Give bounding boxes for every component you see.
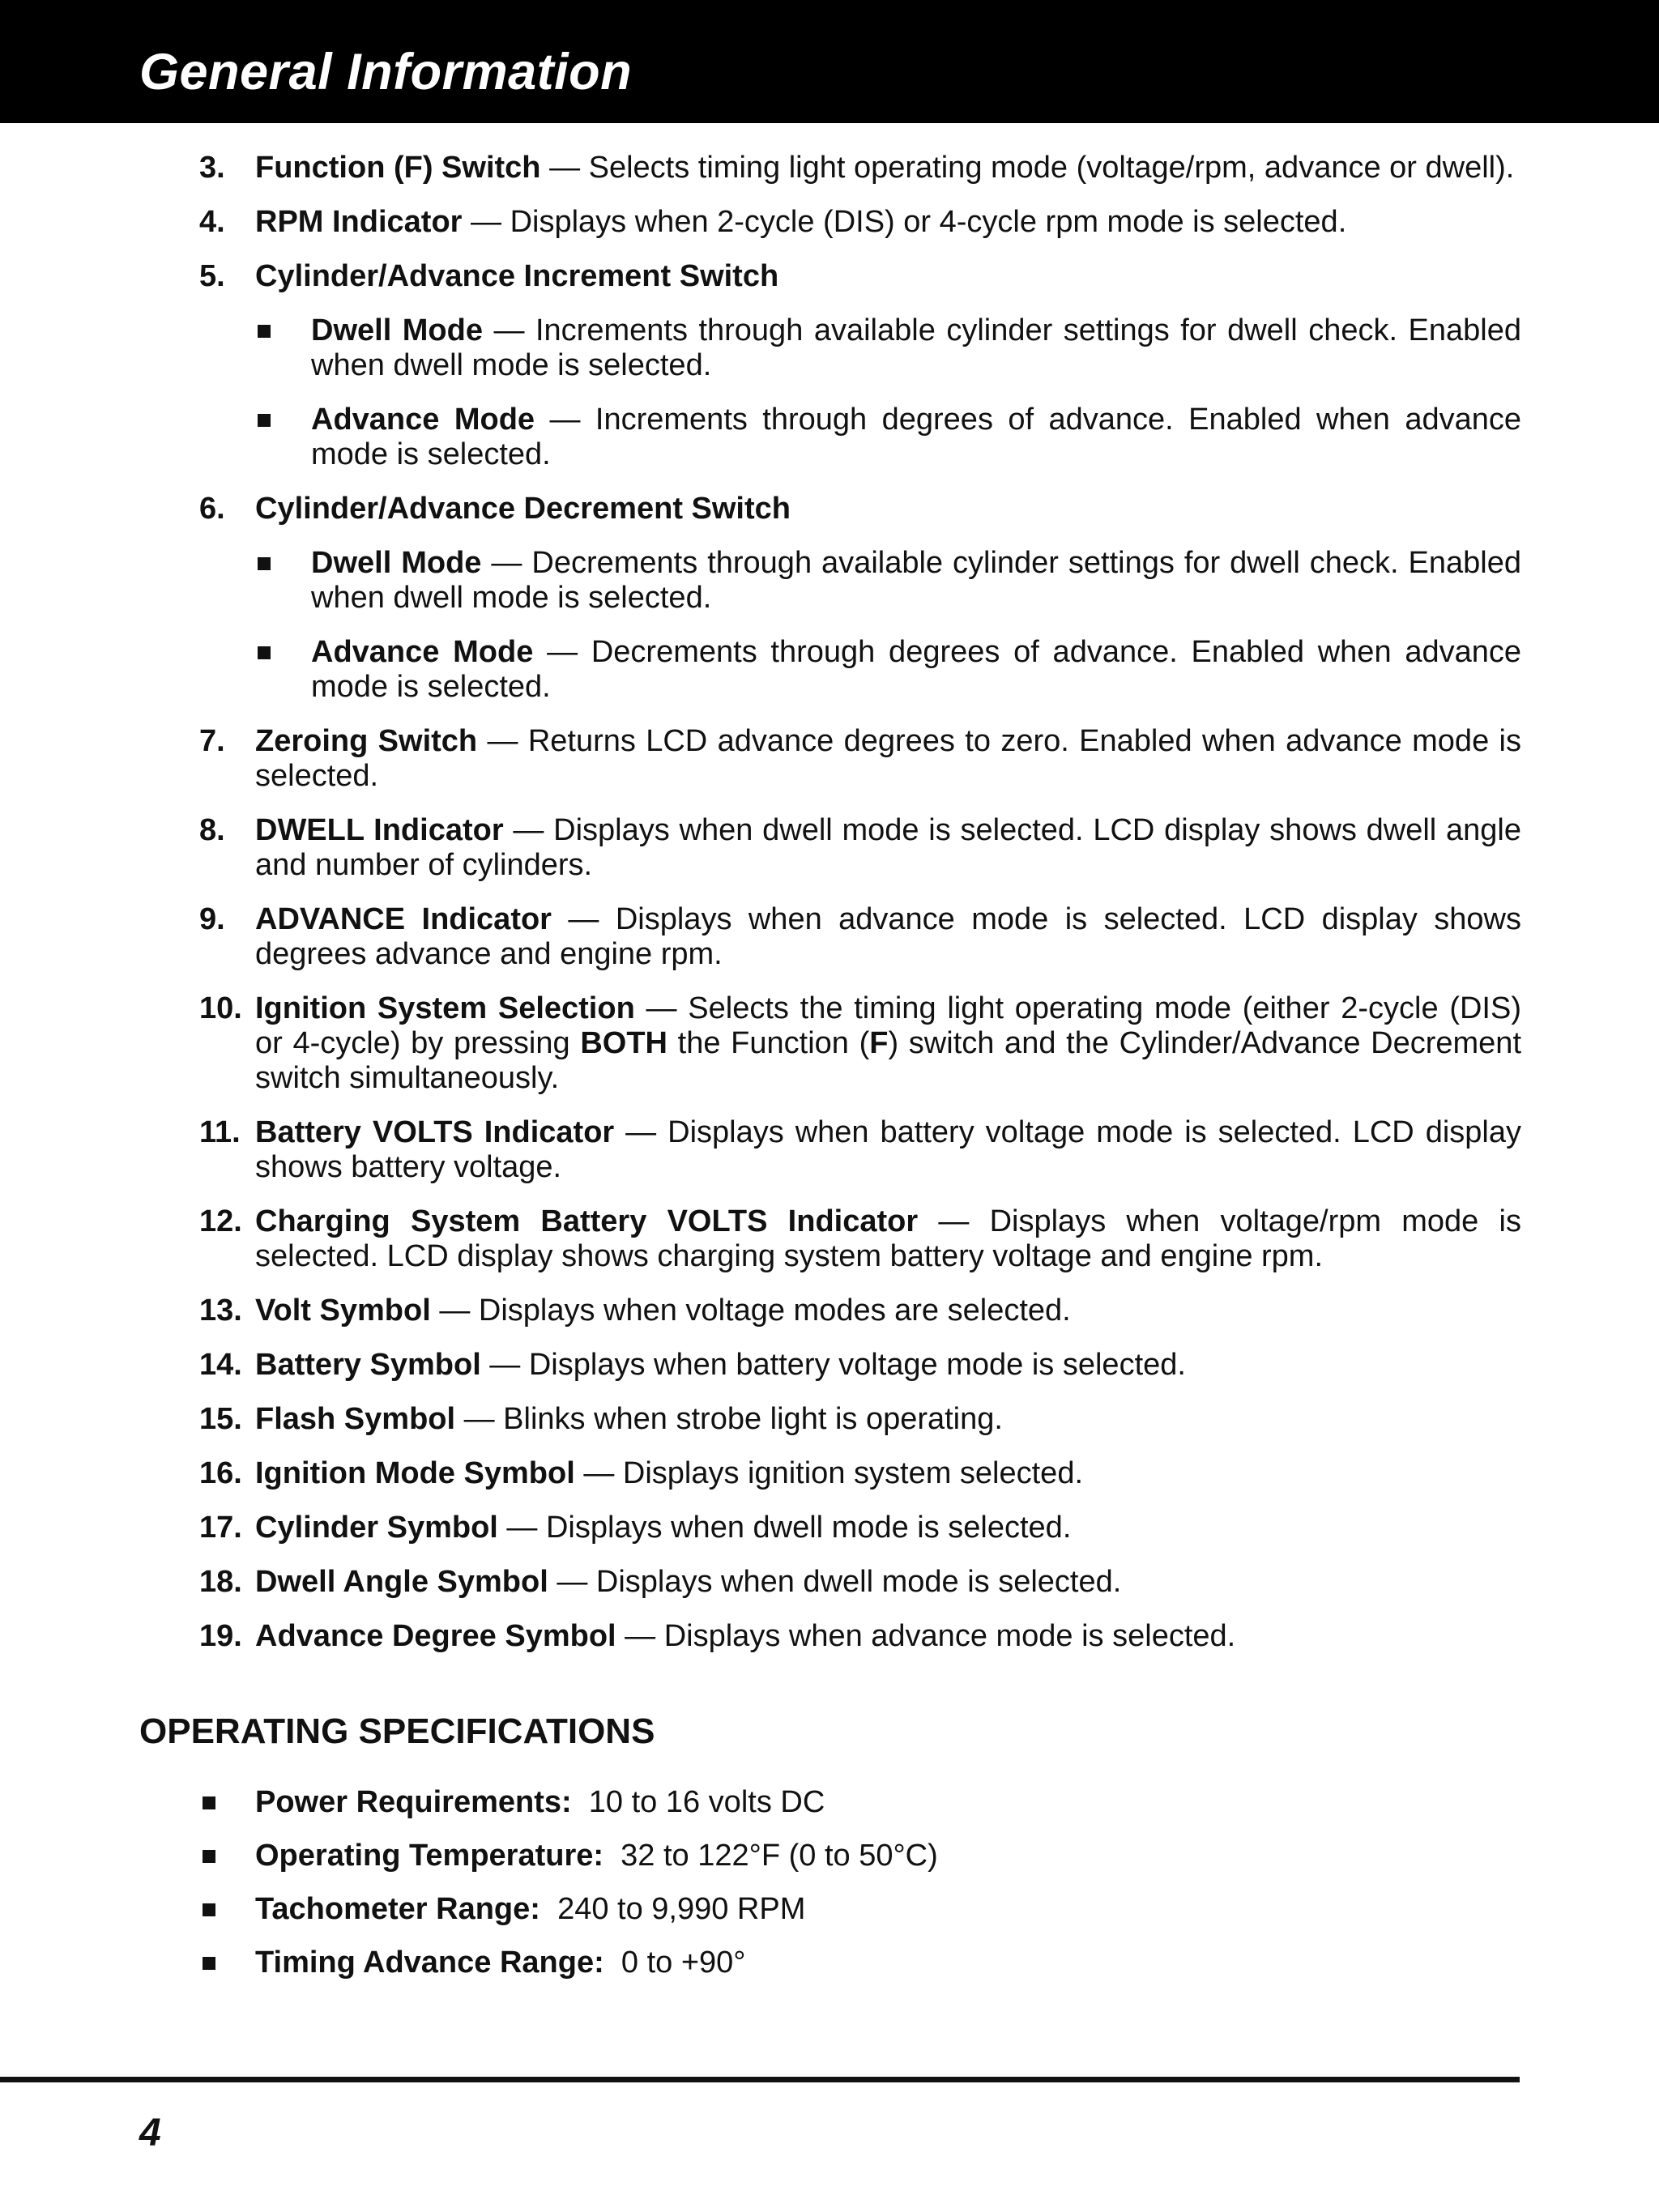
item-text [255, 492, 1521, 526]
sub-item-text [311, 635, 1521, 705]
item-desc: — Displays when battery voltage mode is selected. [480, 1348, 1186, 1382]
sub-item-desc: — Increments through degrees of advance. Enabled when advance mode is selected. [311, 403, 1521, 471]
spec-value: 10 to 16 volts DC [588, 1785, 825, 1819]
sub-item-decrement-advance [0, 635, 1659, 705]
square-bullet-icon [203, 1903, 215, 1916]
item-number: 16. [199, 1456, 242, 1490]
item-emphasis: BOTH [580, 1026, 667, 1060]
footer-rule [0, 2077, 1520, 2082]
spec-label: Timing Advance Range: [255, 1946, 604, 1980]
list-item-13 [0, 1294, 1659, 1328]
sub-item-term: Advance Mode [311, 403, 535, 437]
spec-text [255, 1946, 1521, 1980]
item-term: Flash Symbol [255, 1402, 456, 1436]
sub-item-desc: — Decrements through available cylinder settings for dwell check. Enabled when dwell mode is selected. [311, 546, 1521, 615]
item-number: 5. [199, 259, 225, 293]
item-text [255, 1565, 1521, 1600]
list-item-19 [0, 1619, 1659, 1654]
item-term: Ignition Mode Symbol [255, 1456, 575, 1490]
item-text [255, 991, 1521, 1096]
item-text [255, 813, 1521, 883]
sub-item-desc: — Decrements through degrees of advance. Enabled when advance mode is selected. [311, 635, 1521, 704]
item-text [255, 1619, 1521, 1654]
item-number: 4. [199, 205, 225, 239]
spec-item [0, 1946, 1659, 1980]
item-term: Dwell Angle Symbol [255, 1565, 548, 1599]
item-text [255, 1204, 1521, 1274]
page-number: 4 [139, 2112, 161, 2154]
item-text [255, 1511, 1521, 1545]
item-desc: — Displays when voltage/rpm mode is selected. LCD display shows charging system battery voltage and engine rpm. [255, 1204, 1521, 1273]
item-desc: — Blinks when strobe light is operating. [455, 1402, 1003, 1436]
item-text [255, 151, 1521, 185]
square-bullet-icon [258, 557, 271, 570]
list-item-11 [0, 1115, 1659, 1185]
item-text [255, 724, 1521, 794]
item-number: 8. [199, 813, 225, 847]
item-text [255, 1294, 1521, 1328]
item-text [255, 902, 1521, 972]
item-number: 15. [199, 1402, 242, 1436]
spec-item [0, 1892, 1659, 1927]
sub-item-increment-advance [0, 403, 1659, 472]
item-term: Zeroing Switch [255, 724, 478, 758]
list-item-5 [0, 259, 1659, 294]
item-term: Battery Symbol [255, 1348, 481, 1382]
content [0, 151, 1659, 1999]
sub-item-increment-dwell [0, 313, 1659, 383]
spec-label: Operating Temperature: [255, 1839, 604, 1873]
item-term: ADVANCE Indicator [255, 902, 552, 936]
square-bullet-icon [258, 325, 271, 338]
item-desc: — Displays when dwell mode is selected. LCD display shows dwell angle and number of cylinders. [255, 813, 1521, 882]
spec-value: 240 to 9,990 RPM [557, 1892, 806, 1926]
spec-text [255, 1785, 1521, 1820]
item-emphasis: F [869, 1026, 889, 1060]
list-item-15 [0, 1402, 1659, 1437]
item-term: DWELL Indicator [255, 813, 504, 847]
item-term: Advance Degree Symbol [255, 1619, 616, 1653]
item-desc: ) switch and the Cylinder/Advance Decrement switch simultaneously. [255, 1026, 1521, 1095]
list-item-8 [0, 813, 1659, 883]
item-term: Function (F) Switch [255, 151, 541, 185]
item-desc: — Displays when advance mode is selected. LCD display shows degrees advance and engine rpm. [255, 902, 1521, 971]
item-desc: — Displays ignition system selected. [574, 1456, 1084, 1490]
item-number: 14. [199, 1348, 242, 1382]
item-number: 13. [199, 1294, 242, 1328]
item-number: 10. [199, 991, 242, 1025]
list-item-10 [0, 991, 1659, 1096]
item-text [255, 259, 1521, 294]
item-term: Charging System Battery VOLTS Indicator [255, 1204, 919, 1238]
item-number: 17. [199, 1511, 242, 1545]
item-number: 7. [199, 724, 225, 758]
item-number: 19. [199, 1619, 242, 1653]
list-item-14 [0, 1348, 1659, 1383]
sub-item-term: Dwell Mode [311, 546, 482, 580]
spec-text [255, 1892, 1521, 1927]
spec-text [255, 1839, 1521, 1873]
spec-value: 32 to 122°F (0 to 50°C) [621, 1839, 938, 1873]
sub-item-desc: — Increments through available cylinder settings for dwell check. Enabled when dwell mode is selected. [311, 313, 1521, 382]
item-number: 6. [199, 492, 225, 526]
item-desc: — Displays when battery voltage mode is selected. LCD display shows battery voltage. [255, 1115, 1521, 1184]
item-term: Cylinder/Advance Increment Switch [255, 259, 779, 293]
item-desc: — Displays when dwell mode is selected. [548, 1565, 1122, 1599]
item-text [255, 1115, 1521, 1185]
list-item-16 [0, 1456, 1659, 1491]
list-item-9 [0, 902, 1659, 972]
page-title: General Information [139, 44, 633, 100]
square-bullet-icon [258, 646, 271, 659]
list-item-12 [0, 1204, 1659, 1274]
spec-item [0, 1785, 1659, 1820]
item-desc: the Function ( [667, 1026, 870, 1060]
item-text [255, 1456, 1521, 1491]
item-term: Volt Symbol [255, 1294, 431, 1328]
item-desc: — Displays when advance mode is selected. [616, 1619, 1236, 1653]
sub-item-term: Dwell Mode [311, 313, 483, 347]
item-number: 9. [199, 902, 225, 936]
square-bullet-icon [203, 1850, 215, 1863]
spec-item [0, 1839, 1659, 1873]
item-number: 3. [199, 151, 225, 185]
section-spacer [0, 1673, 1659, 1712]
list-item-18 [0, 1565, 1659, 1600]
list-item-6 [0, 492, 1659, 526]
spec-value: 0 to +90° [621, 1946, 746, 1980]
spec-label: Power Requirements: [255, 1785, 572, 1819]
item-text [255, 1402, 1521, 1437]
item-desc: — Returns LCD advance degrees to zero. Enabled when advance mode is selected. [255, 724, 1521, 793]
list-item-3 [0, 151, 1659, 185]
section-heading: OPERATING SPECIFICATIONS [139, 1711, 655, 1751]
list-item-4 [0, 205, 1659, 240]
square-bullet-icon [203, 1957, 215, 1970]
item-text [255, 1348, 1521, 1383]
spec-label: Tachometer Range: [255, 1892, 540, 1926]
item-term: Cylinder/Advance Decrement Switch [255, 492, 791, 526]
item-term: RPM Indicator [255, 205, 463, 239]
sub-item-decrement-dwell [0, 546, 1659, 616]
square-bullet-icon [258, 414, 271, 427]
item-desc: — Selects timing light operating mode (voltage/rpm, advance or dwell). [540, 151, 1515, 185]
item-desc: — Displays when dwell mode is selected. [497, 1511, 1072, 1545]
square-bullet-icon [203, 1796, 215, 1809]
item-text [255, 205, 1521, 240]
item-number: 11. [199, 1115, 241, 1149]
list-item-17 [0, 1511, 1659, 1545]
item-number: 18. [199, 1565, 242, 1599]
item-term: Battery VOLTS Indicator [255, 1115, 615, 1149]
item-term: Cylinder Symbol [255, 1511, 498, 1545]
item-desc: — Displays when 2-cycle (DIS) or 4-cycle rpm mode is selected. [462, 205, 1347, 239]
list-item-7 [0, 724, 1659, 794]
sub-item-text [311, 546, 1521, 616]
item-desc: — Displays when voltage modes are selected. [430, 1294, 1071, 1328]
item-desc: — Selects the timing light operating mode (either 2-cycle (DIS) or 4-cycle) by pressing [255, 991, 1521, 1060]
item-number: 12. [199, 1204, 242, 1238]
sub-item-text [311, 313, 1521, 383]
sub-item-term: Advance Mode [311, 635, 534, 669]
sub-item-text [311, 403, 1521, 472]
item-term: Ignition System Selection [255, 991, 635, 1025]
